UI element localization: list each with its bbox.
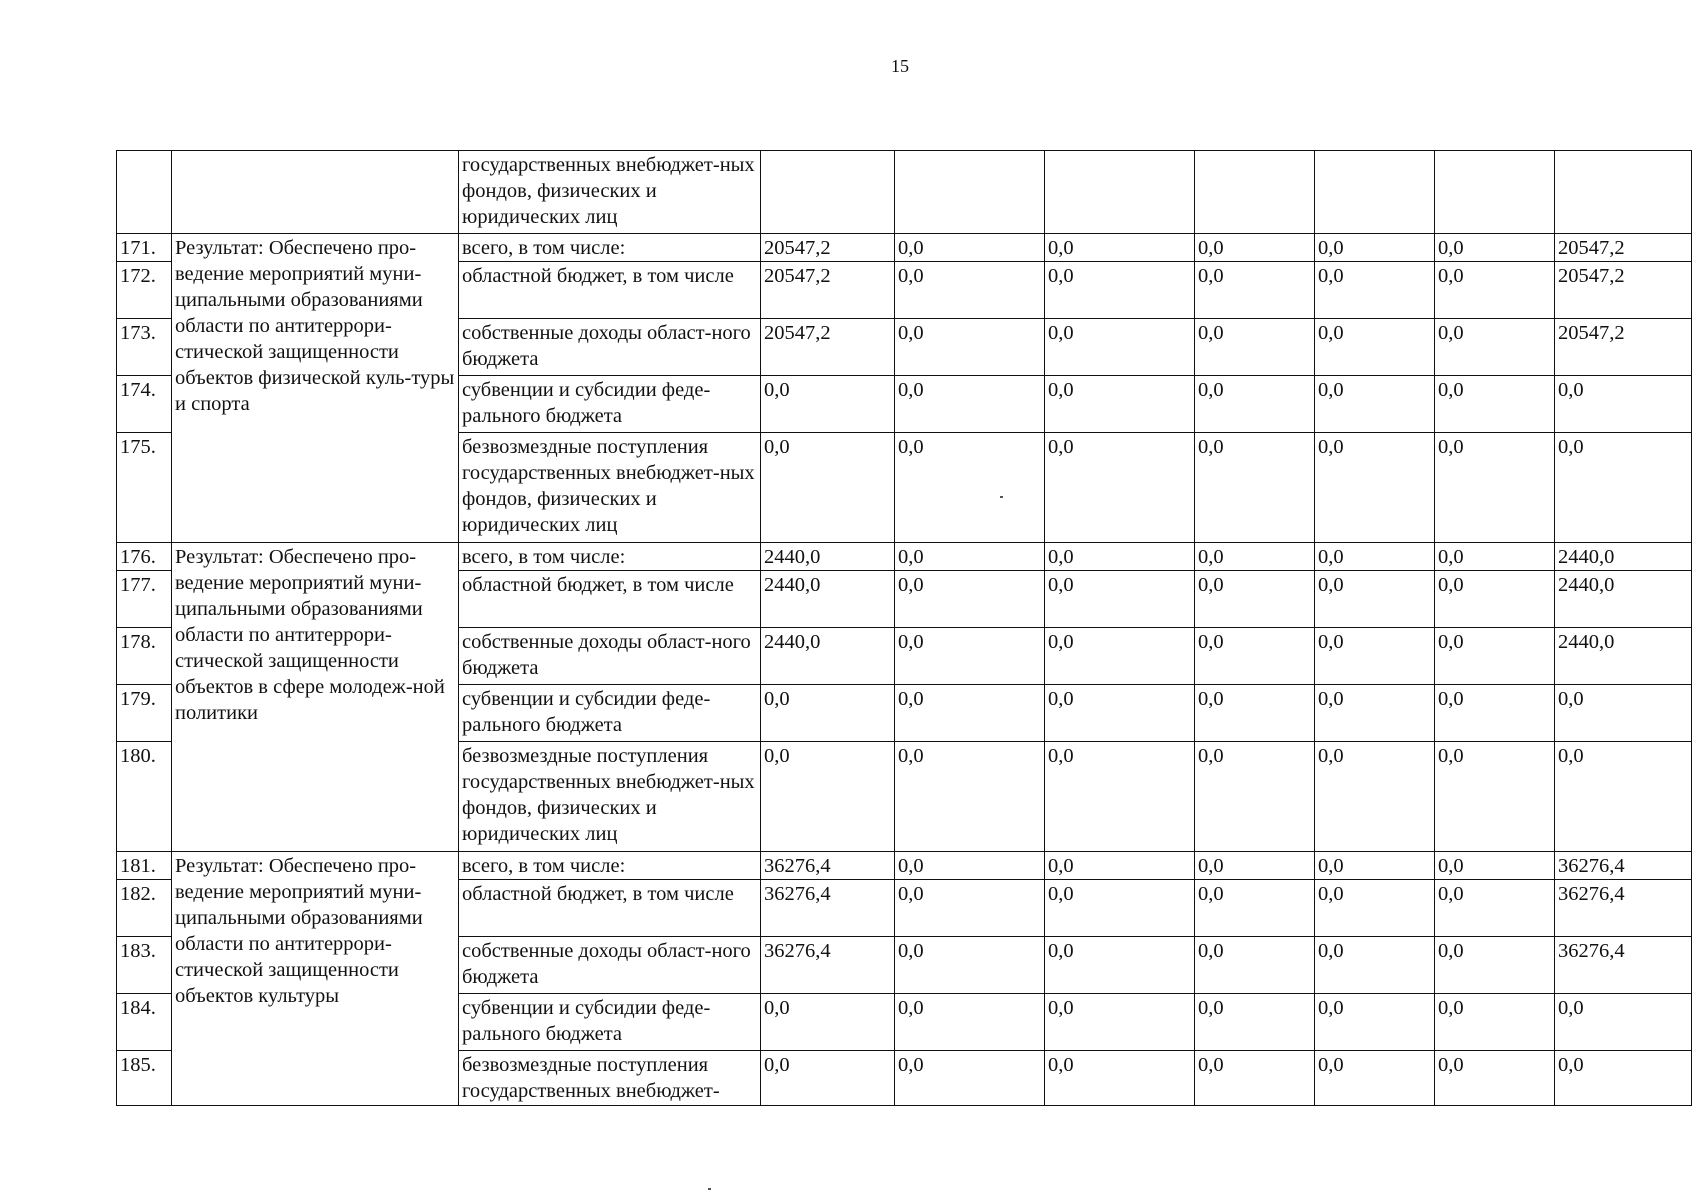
funding-source-cell: всего, в том числе:	[459, 543, 761, 571]
row-number-cell: 179.	[117, 685, 172, 742]
value-cell: 36276,4	[1555, 852, 1692, 880]
value-cell: 0,0	[1315, 376, 1435, 433]
value-cell: 0,0	[895, 628, 1045, 685]
value-cell: 0,0	[895, 994, 1045, 1051]
value-cell: 0,0	[895, 937, 1045, 994]
value-cell: 0,0	[1435, 433, 1555, 543]
funding-source-cell: всего, в том числе:	[459, 852, 761, 880]
row-number-cell: 172.	[117, 262, 172, 319]
value-cell: 0,0	[1195, 262, 1315, 319]
funding-source-cell: собственные доходы област-ного бюджета	[459, 937, 761, 994]
value-cell: 0,0	[761, 742, 895, 852]
row-number-cell: 173.	[117, 319, 172, 376]
value-cell: 0,0	[1315, 852, 1435, 880]
value-cell: 0,0	[1555, 376, 1692, 433]
value-cell: 0,0	[1195, 628, 1315, 685]
value-cell: 20547,2	[761, 234, 895, 262]
value-cell: 20547,2	[1555, 262, 1692, 319]
funding-source-cell: собственные доходы област-ного бюджета	[459, 628, 761, 685]
value-cell: 0,0	[895, 319, 1045, 376]
value-cell: 0,0	[761, 994, 895, 1051]
value-cell: 0,0	[1435, 1051, 1555, 1106]
value-cell: 0,0	[1435, 319, 1555, 376]
value-cell	[1045, 151, 1195, 234]
value-cell: 0,0	[895, 685, 1045, 742]
funding-source-cell: безвозмездные поступления государственных внебюджет-	[459, 1051, 761, 1106]
value-cell: 0,0	[1315, 937, 1435, 994]
value-cell: 0,0	[895, 543, 1045, 571]
value-cell: 0,0	[1435, 628, 1555, 685]
value-cell: 0,0	[895, 1051, 1045, 1106]
value-cell: 0,0	[1315, 234, 1435, 262]
row-number-cell: 175.	[117, 433, 172, 543]
value-cell: 2440,0	[1555, 543, 1692, 571]
value-cell: 0,0	[1555, 994, 1692, 1051]
value-cell: 0,0	[1315, 543, 1435, 571]
row-number-cell: 181.	[117, 852, 172, 880]
value-cell: 0,0	[1045, 1051, 1195, 1106]
value-cell	[895, 151, 1045, 234]
value-cell: 0,0	[1045, 262, 1195, 319]
value-cell: 0,0	[895, 852, 1045, 880]
value-cell: 0,0	[1045, 742, 1195, 852]
value-cell: 0,0	[1195, 234, 1315, 262]
value-cell: 0,0	[1435, 994, 1555, 1051]
value-cell: 0,0	[1315, 1051, 1435, 1106]
value-cell: 36276,4	[1555, 937, 1692, 994]
value-cell	[1555, 151, 1692, 234]
budget-table	[116, 150, 1692, 1106]
value-cell: 2440,0	[1555, 628, 1692, 685]
result-cell: Результат: Обеспечено про-ведение мероприятий муни-ципальными образованиями области по антитеррори-стической защищенности объектов физической куль-туры и спорта	[172, 234, 459, 543]
value-cell: 0,0	[1045, 234, 1195, 262]
value-cell: 2440,0	[761, 571, 895, 628]
value-cell: 0,0	[1195, 319, 1315, 376]
value-cell: 0,0	[1435, 262, 1555, 319]
value-cell: 20547,2	[1555, 319, 1692, 376]
value-cell: 0,0	[1195, 376, 1315, 433]
funding-source-cell: безвозмездные поступления государственных внебюджет-ных фондов, физических и юридических лиц	[459, 742, 761, 852]
result-cell	[172, 151, 459, 234]
funding-source-cell: областной бюджет, в том числе	[459, 880, 761, 937]
row-number-cell: 177.	[117, 571, 172, 628]
value-cell: 20547,2	[761, 319, 895, 376]
value-cell: 0,0	[1315, 262, 1435, 319]
value-cell: 0,0	[1045, 433, 1195, 543]
funding-source-cell: всего, в том числе:	[459, 234, 761, 262]
value-cell: 0,0	[1435, 937, 1555, 994]
value-cell	[761, 151, 895, 234]
value-cell: 0,0	[1315, 994, 1435, 1051]
value-cell: 0,0	[1195, 571, 1315, 628]
table-row	[117, 234, 1692, 262]
value-cell: 0,0	[1195, 880, 1315, 937]
value-cell: 0,0	[1045, 376, 1195, 433]
value-cell: 0,0	[895, 376, 1045, 433]
funding-source-cell: собственные доходы област-ного бюджета	[459, 319, 761, 376]
funding-source-cell: субвенции и субсидии феде-рального бюджета	[459, 685, 761, 742]
value-cell: 0,0	[1435, 543, 1555, 571]
value-cell: 0,0	[1555, 1051, 1692, 1106]
result-cell: Результат: Обеспечено про-ведение мероприятий муни-ципальными образованиями области по антитеррори-стической защищенности объектов в сфере молодеж-ной политики	[172, 543, 459, 852]
value-cell: 0,0	[1315, 880, 1435, 937]
row-number-cell: 183.	[117, 937, 172, 994]
value-cell: 0,0	[761, 685, 895, 742]
value-cell: 0,0	[1045, 994, 1195, 1051]
value-cell: 0,0	[1315, 628, 1435, 685]
page-number: 15	[891, 56, 909, 76]
value-cell: 0,0	[761, 433, 895, 543]
value-cell: 36276,4	[761, 852, 895, 880]
value-cell: 36276,4	[761, 937, 895, 994]
value-cell	[1435, 151, 1555, 234]
row-number-cell: 184.	[117, 994, 172, 1051]
value-cell: 0,0	[1045, 319, 1195, 376]
value-cell: 0,0	[1315, 685, 1435, 742]
value-cell	[1315, 151, 1435, 234]
value-cell: 0,0	[895, 880, 1045, 937]
value-cell: 0,0	[1315, 571, 1435, 628]
row-number-cell: 174.	[117, 376, 172, 433]
value-cell: 0,0	[1315, 433, 1435, 543]
row-number-cell: 185.	[117, 1051, 172, 1106]
value-cell: 0,0	[1045, 543, 1195, 571]
value-cell: 0,0	[1045, 937, 1195, 994]
value-cell: 0,0	[1195, 852, 1315, 880]
value-cell: 0,0	[1435, 742, 1555, 852]
value-cell: 2440,0	[761, 543, 895, 571]
value-cell: 36276,4	[1555, 880, 1692, 937]
funding-source-cell: субвенции и субсидии феде-рального бюджета	[459, 994, 761, 1051]
row-number-cell: 176.	[117, 543, 172, 571]
row-number-cell: 180.	[117, 742, 172, 852]
value-cell: 0,0	[895, 433, 1045, 543]
funding-source-cell: субвенции и субсидии феде-рального бюджета	[459, 376, 761, 433]
value-cell: 0,0	[1045, 880, 1195, 937]
value-cell	[1195, 151, 1315, 234]
funding-source-cell: областной бюджет, в том числе	[459, 262, 761, 319]
value-cell: 0,0	[761, 1051, 895, 1106]
funding-source-cell: областной бюджет, в том числе	[459, 571, 761, 628]
value-cell: 0,0	[1045, 852, 1195, 880]
value-cell: 20547,2	[1555, 234, 1692, 262]
value-cell: 0,0	[1435, 880, 1555, 937]
table-row	[117, 852, 1692, 880]
value-cell: 0,0	[1195, 685, 1315, 742]
value-cell: 0,0	[895, 234, 1045, 262]
scan-speck	[708, 1188, 711, 1190]
value-cell: 0,0	[1435, 376, 1555, 433]
value-cell: 20547,2	[761, 262, 895, 319]
funding-source-cell: государственных внебюджет-ных фондов, физических и юридических лиц	[459, 151, 761, 234]
value-cell: 0,0	[1435, 571, 1555, 628]
value-cell: 0,0	[895, 742, 1045, 852]
value-cell: 0,0	[1195, 742, 1315, 852]
value-cell: 0,0	[761, 376, 895, 433]
value-cell: 0,0	[1045, 685, 1195, 742]
scan-speck	[1000, 496, 1003, 498]
value-cell: 0,0	[1195, 994, 1315, 1051]
value-cell: 2440,0	[1555, 571, 1692, 628]
row-number-cell: 182.	[117, 880, 172, 937]
row-number-cell: 178.	[117, 628, 172, 685]
value-cell: 0,0	[1555, 685, 1692, 742]
row-number-cell: 171.	[117, 234, 172, 262]
result-cell: Результат: Обеспечено про-ведение мероприятий муни-ципальными образованиями области по антитеррори-стической защищенности объектов культуры	[172, 852, 459, 1106]
value-cell: 0,0	[1555, 433, 1692, 543]
value-cell: 0,0	[1195, 433, 1315, 543]
table-row	[117, 543, 1692, 571]
value-cell: 0,0	[1315, 319, 1435, 376]
value-cell: 0,0	[895, 262, 1045, 319]
value-cell: 0,0	[1435, 685, 1555, 742]
value-cell: 0,0	[1195, 1051, 1315, 1106]
value-cell: 0,0	[1195, 543, 1315, 571]
value-cell: 0,0	[1435, 234, 1555, 262]
value-cell: 2440,0	[761, 628, 895, 685]
value-cell: 0,0	[1045, 571, 1195, 628]
value-cell: 0,0	[1555, 742, 1692, 852]
value-cell: 0,0	[895, 571, 1045, 628]
funding-source-cell: безвозмездные поступления государственных внебюджет-ных фондов, физических и юридических лиц	[459, 433, 761, 543]
row-number-cell	[117, 151, 172, 234]
value-cell: 0,0	[1195, 937, 1315, 994]
value-cell: 0,0	[1315, 742, 1435, 852]
value-cell: 0,0	[1435, 852, 1555, 880]
table-row-continuation	[117, 151, 1692, 234]
value-cell: 0,0	[1045, 628, 1195, 685]
value-cell: 36276,4	[761, 880, 895, 937]
